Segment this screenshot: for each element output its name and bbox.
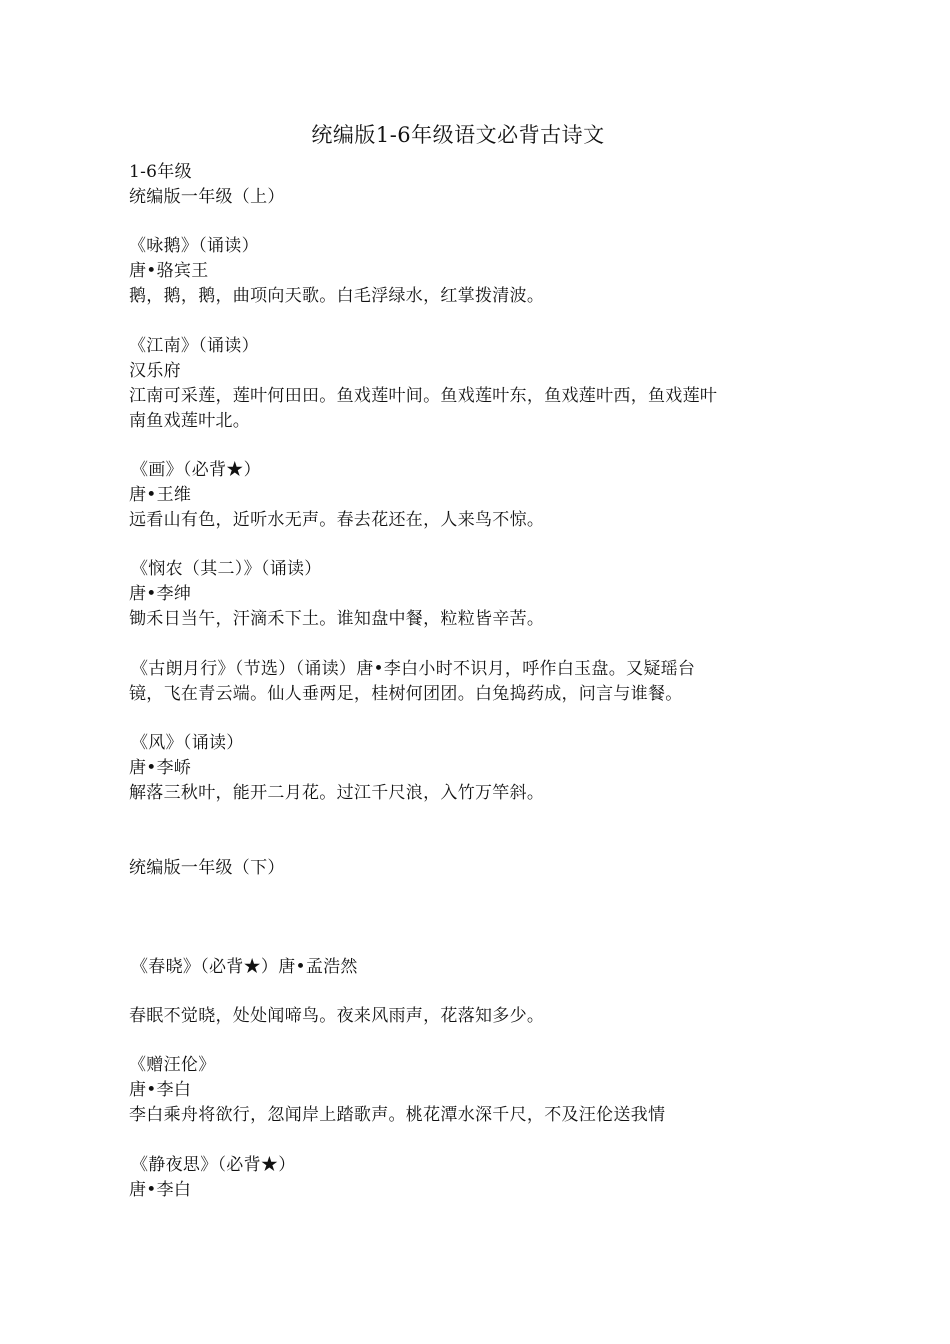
poem-text: 镜，飞在青云端。仙人垂两足，桂树何团团。白兔捣药成，问言与谁餐。 <box>129 684 683 704</box>
poem-text: 锄禾日当午，汗滴禾下土。谁知盘中餐，粒粒皆辛苦。 <box>129 609 545 629</box>
poem-heading: 《春晓》（必背★）唐•孟浩然 <box>131 957 358 977</box>
poem-text: 南鱼戏莲叶北。 <box>129 411 251 431</box>
section-heading-grade1-second: 统编版一年级（下） <box>129 858 285 878</box>
poem-author: 唐•李白 <box>129 1080 192 1100</box>
poem-author: 唐•李白 <box>129 1180 192 1200</box>
poem-text: 春眠不觉晓，处处闻啼鸟。夜来风雨声，花落知多少。 <box>129 1006 545 1026</box>
poem-author: 唐•李峤 <box>129 758 192 778</box>
poem-heading: 《悯农（其二）》（诵读） <box>131 559 322 579</box>
poem-author: 唐•李绅 <box>129 584 192 604</box>
poem-heading: 《风》（诵读） <box>131 733 244 753</box>
section-heading-grade1-first: 统编版一年级（上） <box>129 187 285 207</box>
poem-text: 《古朗月行》（节选）（诵读）唐•李白小时不识月，呼作白玉盘。又疑瑶台 <box>131 659 696 679</box>
document-title: 统编版1-6年级语文必背古诗文 <box>311 123 605 147</box>
poem-text: 鹅，鹅，鹅，曲项向天歌。白毛浮绿水，红掌拨清波。 <box>129 286 545 306</box>
poem-text: 远看山有色，近听水无声。春去花还在，人来鸟不惊。 <box>129 510 545 530</box>
poem-heading: 《江南》（诵读） <box>129 336 259 356</box>
poem-heading: 《画》（必背★） <box>131 460 261 480</box>
poem-heading: 《静夜思》（必背★） <box>131 1155 296 1175</box>
poem-heading: 《咏鹅》（诵读） <box>129 236 259 256</box>
poem-author: 汉乐府 <box>129 361 181 381</box>
poem-author: 唐•王维 <box>129 485 192 505</box>
poem-heading: 《赠汪伦》 <box>129 1055 216 1075</box>
poem-text: 李白乘舟将欲行，忽闻岸上踏歌声。桃花潭水深千尺，不及汪伦送我情 <box>129 1105 666 1125</box>
poem-text: 解落三秋叶，能开二月花。过江千尺浪，入竹万竿斜。 <box>129 783 545 803</box>
poem-text: 江南可采莲，莲叶何田田。鱼戏莲叶间。鱼戏莲叶东，鱼戏莲叶西，鱼戏莲叶 <box>129 386 718 406</box>
grade-range: 1-6年级 <box>129 162 192 182</box>
poem-author: 唐•骆宾王 <box>129 261 209 281</box>
